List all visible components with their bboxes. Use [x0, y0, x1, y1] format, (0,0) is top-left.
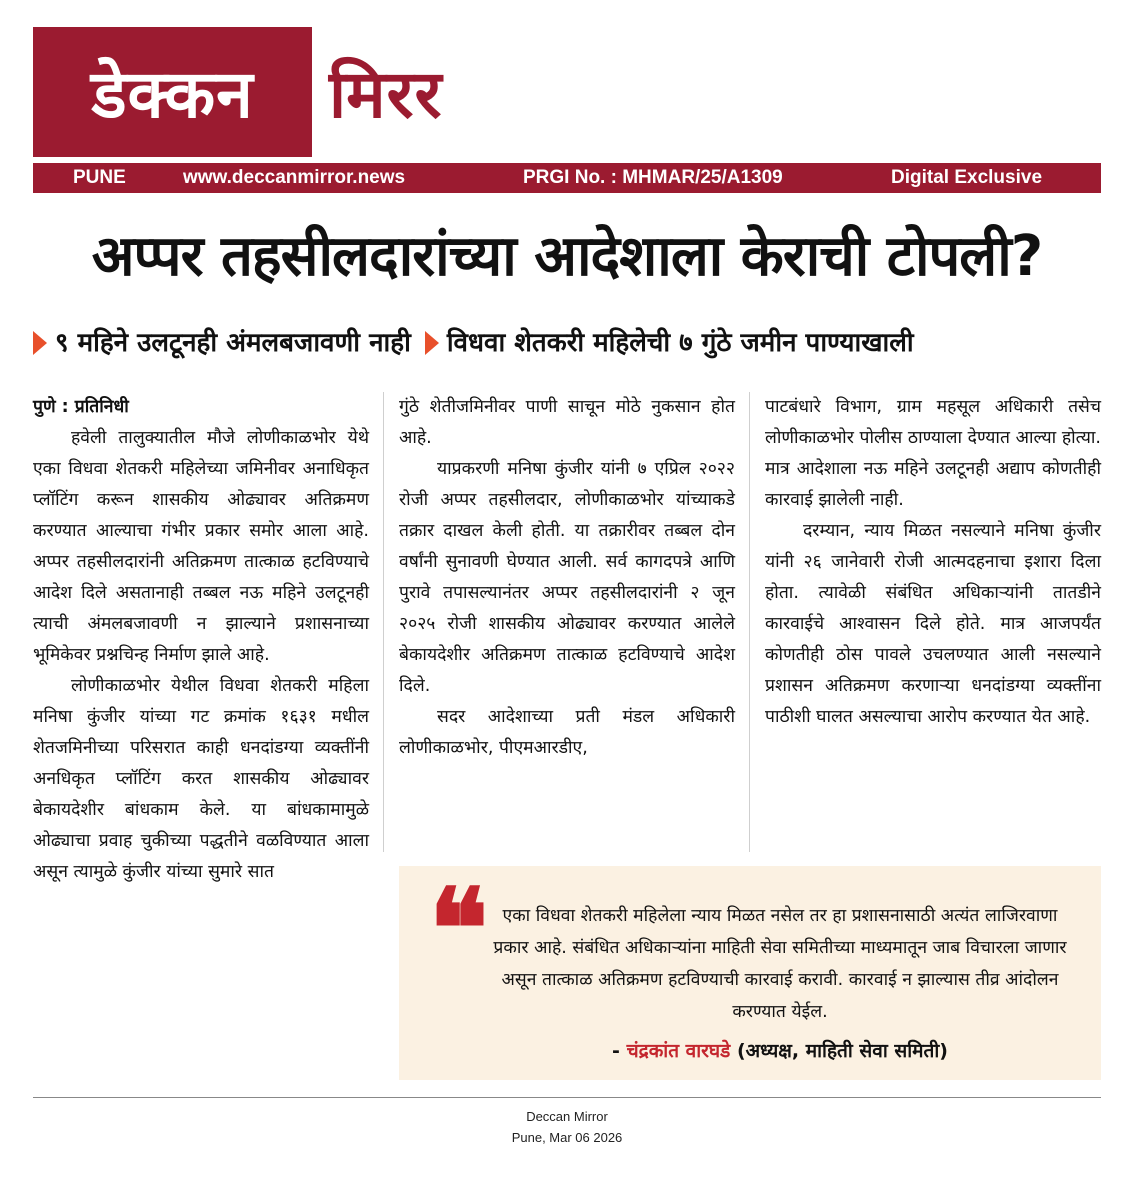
quote-author	[485, 1036, 1075, 1066]
paragraph: पाटबंधारे विभाग, ग्राम महसूल अधिकारी तसेच लोणीकाळभोर पोलीस ठाण्याला देण्यात आल्या होत्या. मात्र आदेशाला नऊ महिने उलटूनही अद्याप कोणतीही कारवाई झालेली नाही.	[765, 397, 1101, 510]
logo-right-text: मिरर	[329, 56, 443, 133]
logo-box	[33, 27, 312, 157]
column-divider	[383, 392, 384, 852]
quote-text: एका विधवा शेतकरी महिलेला न्याय मिळत नसेल तर हा प्रशासनासाठी अत्यंत लाजिरवाणा प्रकार आहे. संबंधित अधिकाऱ्यांना माहिती सेवा समितीच्या माध्यमातून जाब विचारला जाणार असून तात्काळ अतिक्रमण हटविण्याची कारवाई करावी. कारवाई न झाल्यास तीव्र आंदोलन करण्यात येईल.	[493, 906, 1067, 1022]
footer	[33, 1106, 1101, 1148]
website-link[interactable]: www.deccanmirror.news	[183, 167, 406, 188]
info-bar	[33, 163, 1101, 193]
pull-quote	[399, 866, 1101, 1080]
footer-dateline: Pune, Mar 06 2026	[511, 1130, 623, 1145]
subhead-2: विधवा शेतकरी महिलेची ७ गुंठे जमीन पाण्याखाली	[446, 328, 914, 358]
quote-dash: -	[612, 1040, 627, 1062]
paragraph: लोणीकाळभोर येथील विधवा शेतकरी महिला मनिषा कुंजीर यांच्या गट क्रमांक १६३१ मधील शेतजमिनीच्या परिसरात काही धनदांडग्या व्यक्तींनी अनधिकृत प्लॉटिंग करत शासकीय ओढ्यावर बेकायदेशीर बांधकाम केले. या बांधकामामुळे ओढ्याचा प्रवाह चुकीच्या पद्धतीने वळविण्यात आला असून त्यामुळे कुंजीर यांच्या सुमारे सात	[33, 676, 369, 882]
city-label: PUNE	[73, 167, 126, 188]
subheads	[33, 318, 1101, 368]
article-column-3	[765, 392, 1101, 733]
article-column-2	[399, 392, 735, 764]
paragraph: सदर आदेशाच्या प्रती मंडल अधिकारी लोणीकाळभोर, पीएमआरडीए,	[399, 707, 735, 758]
byline: पुणे : प्रतिनिधी	[33, 397, 129, 417]
paragraph: गुंठे शेतीजमिनीवर पाणी साचून मोठे नुकसान होत आहे.	[399, 397, 735, 448]
logo-left-text: डेक्कन	[91, 56, 254, 133]
quote-mark-icon: ❝	[429, 864, 489, 993]
digital-exclusive-tag: Digital Exclusive	[891, 167, 1043, 188]
quote-author-name: चंद्रकांत वारघडे	[626, 1040, 731, 1062]
paragraph: याप्रकरणी मनिषा कुंजीर यांनी ७ एप्रिल २०२२ रोजी अप्पर तहसीलदार, लोणीकाळभोर यांच्याकडे तक्रार दाखल केली होती. या तक्रारीवर तब्बल दोन वर्षांनी सुनावणी घेण्यात आली. सर्व कागदपत्रे आणि पुरावे तपासल्यानंतर अप्पर तहसीलदारांनी २ जून २०२५ रोजी शासकीय ओढ्यावर करण्यात आलेले बेकायदेशीर अतिक्रमण तात्काळ हटविण्याचे आदेश दिले.	[399, 459, 735, 696]
quote-author-role: (अध्यक्ष, माहिती सेवा समिती)	[730, 1040, 948, 1062]
column-divider	[749, 392, 750, 852]
paragraph: हवेली तालुक्यातील मौजे लोणीकाळभोर येथे एका विधवा शेतकरी महिलेच्या जमिनीवर अनाधिकृत प्लॉटिंग करून शासकीय ओढ्यावर अतिक्रमण करण्यात आल्याचा गंभीर प्रकार समोर आला आहे. अप्पर तहसीलदारांनी अतिक्रमण तात्काळ हटविण्याचे आदेश दिले असतानाही तब्बल नऊ महिने उलटूनही त्याची अंमलबजावणी न झाल्याने प्रशासनाच्या भूमिकेवर प्रश्नचिन्ह निर्माण झाले आहे.	[33, 428, 369, 665]
footer-divider	[33, 1097, 1101, 1098]
subhead-1: ९ महिने उलटूनही अंमलबजावणी नाही	[55, 328, 411, 358]
paragraph: दरम्यान, न्याय मिळत नसल्याने मनिषा कुंजीर यांनी २६ जानेवारी रोजी आत्मदहनाचा इशारा दिला होता. त्यावेळी संबंधित अधिकाऱ्यांनी तातडीने कारवाईचे आश्वासन दिले होते. मात्र आजपर्यंत कोणतीही ठोस पावले उचलण्यात आली नसल्याने प्रशासन अतिक्रमण करणाऱ्या धनदांडग्या व्यक्तींना पाठीशी घालत असल्याचा आरोप करण्यात येत आहे.	[765, 521, 1101, 727]
chevron-right-icon	[33, 331, 47, 355]
masthead	[33, 27, 1101, 157]
chevron-right-icon	[425, 331, 439, 355]
headline: अप्पर तहसीलदारांच्या आदेशाला केराची टोपली?	[91, 224, 1043, 289]
article-column-1	[33, 392, 369, 888]
footer-publisher: Deccan Mirror	[526, 1109, 608, 1124]
prgi-number: PRGI No. : MHMAR/25/A1309	[523, 167, 783, 188]
